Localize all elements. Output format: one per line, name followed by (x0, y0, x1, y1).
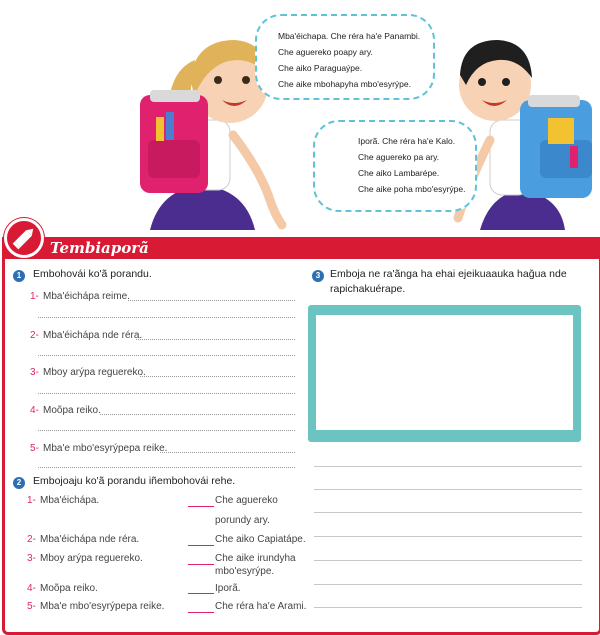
section1-title: Embohovái ko'ã porandu. (33, 268, 152, 280)
section-number-badge: 3 (312, 270, 324, 282)
answer-line[interactable] (38, 393, 295, 394)
girl-speech-line: Che aguereko poapy ary. (278, 47, 373, 57)
writing-line[interactable] (314, 536, 582, 537)
question-number: 4- (30, 405, 39, 416)
answer-line[interactable] (38, 355, 295, 356)
question-text: Mboy arýpa reguerekо. (43, 367, 146, 378)
question-number: 1- (30, 291, 39, 302)
question-number: 3- (30, 367, 39, 378)
question-text: Moõpa reiko. (43, 405, 101, 416)
question-text: Mba'éichápa nde réra. (43, 330, 143, 341)
match-question-number: 5- (27, 601, 36, 612)
match-question-number: 4- (27, 583, 36, 594)
writing-line[interactable] (314, 489, 582, 490)
writing-line[interactable] (314, 584, 582, 585)
answer-line[interactable] (38, 317, 295, 318)
match-answer-text: Che aike irundyha (215, 553, 296, 564)
drawing-frame (308, 305, 581, 442)
match-answer-text: mbo'esyrýpe. (215, 566, 275, 577)
match-question-number: 3- (27, 553, 36, 564)
match-question-text: Mboy arýpa reguerekо. (40, 553, 143, 564)
match-question-number: 2- (27, 534, 36, 545)
boy-figure (458, 40, 592, 230)
match-question-text: Mba'e mbo'esyrýpepa reike. (40, 601, 165, 612)
match-blank[interactable] (188, 564, 214, 565)
match-question-number: 1- (27, 495, 36, 506)
section-number-badge: 2 (13, 477, 25, 489)
match-question-text: Moõpa reiko. (40, 583, 98, 594)
section2-title: Embojoaju ko'ã porandu iñembohovái rehe. (33, 475, 236, 487)
question-number: 2- (30, 330, 39, 341)
section3-title-line1: Emboja ne ra'ãnga ha ehai ejeikuaauka hağua nde (330, 268, 567, 280)
boy-speech-line: Che aguereko pa ary. (358, 152, 440, 162)
match-answer-text: Che aguereko (215, 495, 278, 506)
match-blank[interactable] (188, 506, 214, 507)
boy-speech-line: Iporã. Che réra ha'e Kalo. (358, 136, 456, 146)
match-question-text: Mba'éichápa nde réra. (40, 534, 140, 545)
match-question-text: Mba'éichápa. (40, 495, 100, 506)
match-blank[interactable] (188, 612, 214, 613)
section3-title-line2: rapichakuérape. (330, 283, 406, 295)
match-answer-text: porundy ary. (215, 515, 270, 526)
pencil-icon (4, 218, 44, 258)
question-number: 5- (30, 443, 39, 454)
answer-line[interactable] (38, 430, 295, 431)
writing-line[interactable] (314, 560, 582, 561)
match-blank[interactable] (188, 593, 214, 594)
answer-line[interactable] (160, 452, 295, 453)
answer-line[interactable] (136, 339, 295, 340)
answer-line[interactable] (100, 414, 295, 415)
question-text: Mba'éichápa reime. (43, 291, 130, 302)
boy-speech-line: Che aike poha mbo'esyrýpe. (358, 184, 466, 194)
match-answer-text: Iporã. (215, 583, 241, 594)
answer-line[interactable] (140, 376, 295, 377)
writing-line[interactable] (314, 466, 582, 467)
worksheet-title: Tembiaporã (50, 239, 149, 257)
answer-line[interactable] (38, 467, 295, 468)
question-text: Mba'e mbo'esyrýpepa reike. (43, 443, 168, 454)
boy-speech-bubble (313, 120, 477, 212)
drawing-area[interactable] (316, 315, 573, 430)
answer-line[interactable] (128, 300, 295, 301)
match-answer-text: Che aiko Capiatápe. (215, 534, 306, 545)
match-answer-text: Che réra ha'e Arami. (215, 601, 307, 612)
girl-speech-line: Che aiko Paraguaýpe. (278, 63, 363, 73)
match-blank[interactable] (188, 545, 214, 546)
girl-speech-line: Che aike mbohapyha mbo'esyrýpe. (278, 79, 411, 89)
girl-speech-line: Mba'éichapa. Che réra ha'e Panambi. (278, 31, 421, 41)
boy-speech-line: Che aiko Lambarépe. (358, 168, 440, 178)
writing-line[interactable] (314, 512, 582, 513)
writing-line[interactable] (314, 607, 582, 608)
section-number-badge: 1 (13, 270, 25, 282)
